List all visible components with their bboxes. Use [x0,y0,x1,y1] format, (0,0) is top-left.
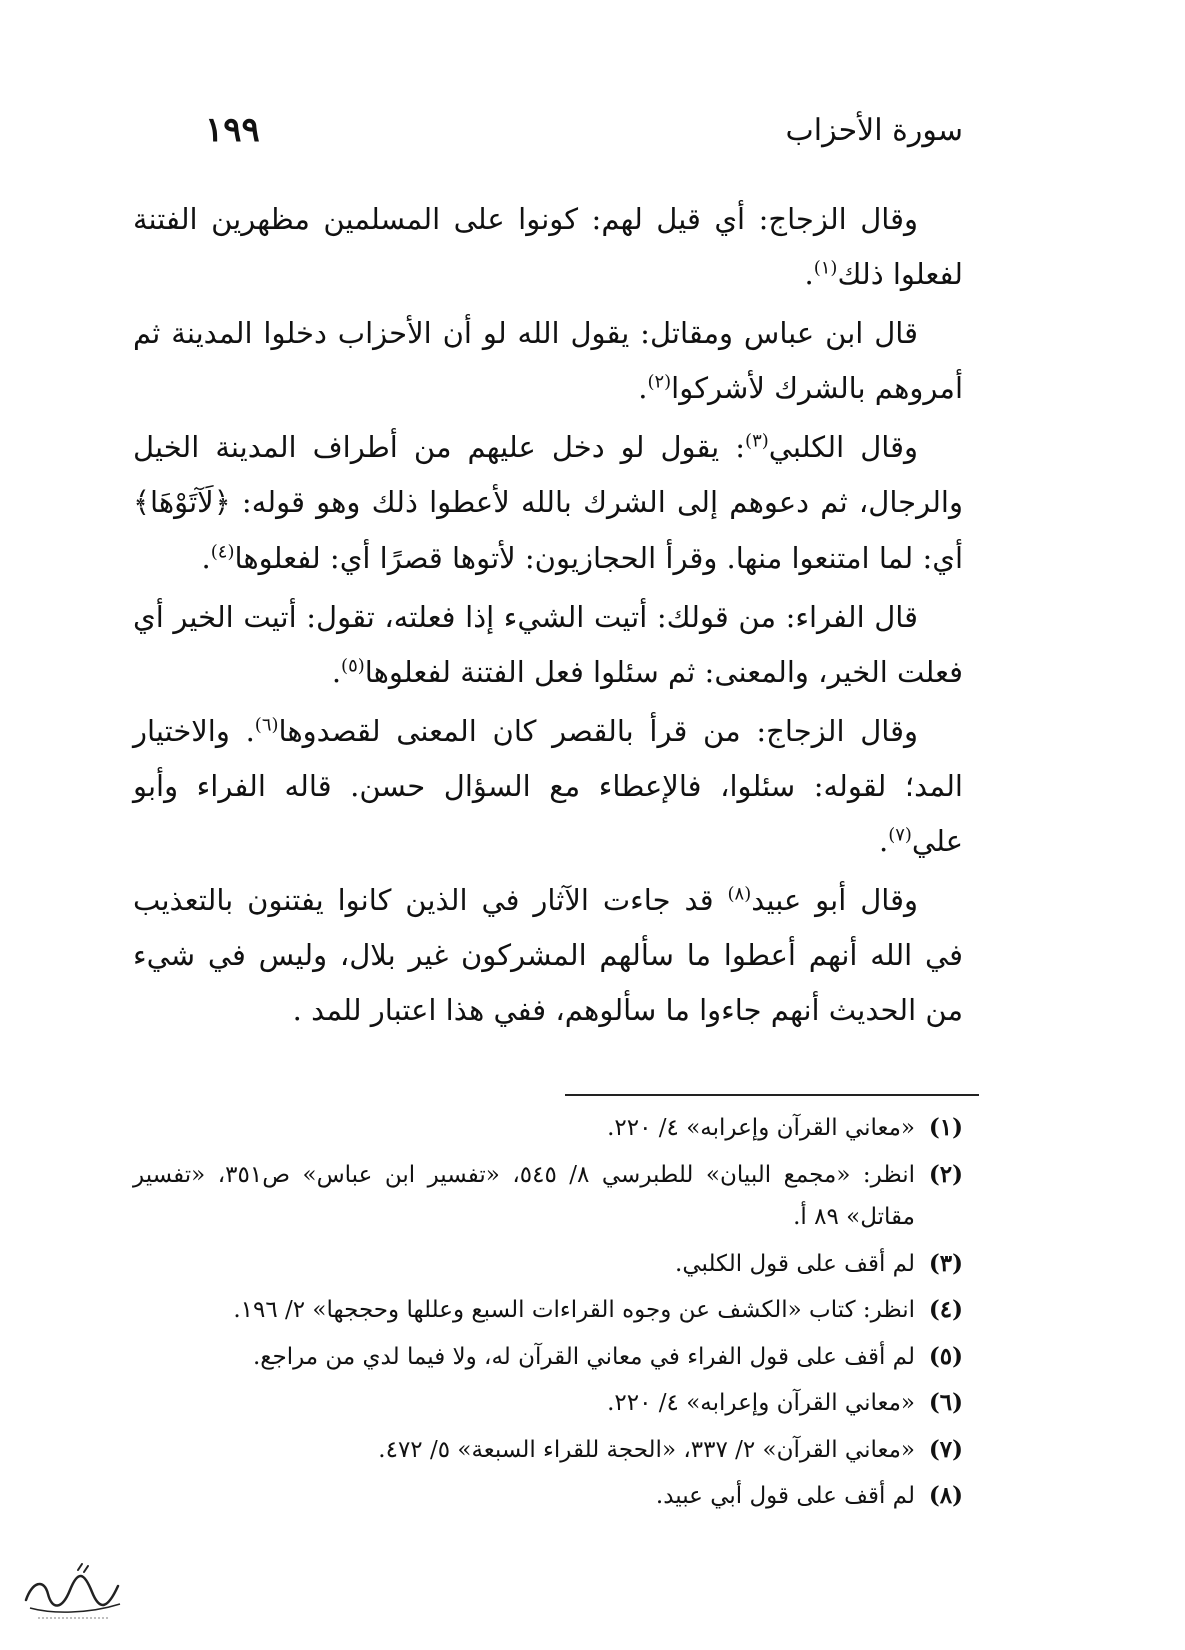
footnote-text: «معاني القرآن وإعرابه» ٤/ ٢٢٠. [607,1115,915,1141]
paragraph [133,873,963,1038]
footnote-item [133,1429,963,1472]
paragraph-text: وقال أبو عبيد [751,883,918,918]
paragraph-text: . [331,654,342,689]
footnote-text: انظر: «مجمع البيان» للطبرسي ٨/ ٥٤٥، «تفسير ابن عباس» ص٣٥١، «تفسير مقاتل» ٨٩ أ. [133,1161,915,1231]
footnote-divider [565,1094,979,1096]
footnote-number: (٧) [928,1435,963,1463]
paragraph-text: وقال الزجاج: من قرأ بالقصر كان المعنى لقصدوها [278,713,918,748]
main-text [133,192,963,1042]
footnote-text: «معاني القرآن وإعرابه» ٤/ ٢٢٠. [607,1390,915,1417]
footnote-text: انظر: كتاب «الكشف عن وجوه القراءات السبع وعللها وحججها» ٢/ ١٩٦. [233,1297,915,1324]
paragraph [133,590,963,700]
footnote-text: لم أقف على قول أبي عبيد. [655,1483,915,1510]
footnote-reference[interactable]: (٤) [210,540,235,562]
paragraph-text: قال الفراء: من قولك: أتيت الشيء إذا فعلته، تقول: أتيت الخير أي فعلت الخير، والمعنى: ثم سئلوا فعل الفتنة لفعلوها [133,599,963,689]
footnote-number: (٥) [928,1342,963,1370]
footnote-number: (٤) [928,1296,963,1324]
footnote-reference[interactable]: (٥) [341,655,365,677]
footnote-text: «معاني القرآن» ٢/ ٣٣٧، «الحجة للقراء السبعة» ٥/ ٤٧٢. [378,1436,915,1463]
surah-title: سورة الأحزاب [785,112,963,148]
footnote-reference[interactable]: (٦) [254,714,279,736]
paragraph [133,192,963,302]
footnote-number: (٨) [928,1482,963,1510]
footnote-number: (٣) [928,1249,963,1277]
footnote-item [133,1107,963,1150]
footnote-number: (٢) [928,1160,963,1188]
paragraph-text: وقال الكلبي [768,430,918,465]
footnote-item [133,1336,963,1379]
paragraph-text: . [638,371,648,406]
footnote-item [133,1243,963,1286]
footnote-number: (١) [928,1114,963,1141]
page-header [205,100,963,160]
publisher-watermark-logo [18,1560,128,1624]
paragraph [133,306,963,416]
footnote-reference[interactable]: (١) [813,257,838,279]
footnote-reference[interactable]: (٧) [888,824,912,846]
footnote-number: (٦) [928,1389,963,1417]
page-number: ١٩٩ [205,110,260,150]
footnote-item [133,1382,963,1425]
footnote-reference[interactable]: (٣) [745,430,769,452]
paragraph-text: قال ابن عباس ومقاتل: يقول الله لو أن الأحزاب دخلوا المدينة ثم أمروهم بالشرك لأشركوا [133,316,963,406]
footnote-text: لم أقف على قول الفراء في معاني القرآن له، ولا فيما لدي من مراجع. [252,1343,915,1370]
paragraph-text: : يقول لو دخل عليهم من أطراف المدينة الخيل والرجال، ثم دعوهم إلى الشرك بالله لأعطوا ذلك وهو قوله: ﴿لَآتَوْهَا﴾ أي: لما امتنعوا منها. وقرأ الحجازيون: لأتوها قصرًا أي: لفعلوها [133,430,963,575]
footnotes-list [133,1107,963,1522]
paragraph-text: . [878,824,889,859]
paragraph-text: . [804,257,814,292]
paragraph-text: قد جاءت الآثار في الذين كانوا يفتنون بالتعذيب في الله أنهم أعطوا ما سألهم المشركون غير بلال، وليس في شيء من الحديث أنهم جاءوا ما سألوهم، ففي هذا اعتبار للمد . [133,883,963,1028]
paragraph-text: . والاختيار المد؛ لقوله: سئلوا، فالإعطاء مع السؤال حسن. قاله الفراء وأبو علي [133,713,963,859]
paragraph-text: . [201,540,211,575]
footnote-text: لم أقف على قول الكلبي. [675,1250,915,1277]
footnote-reference[interactable]: (٢) [647,371,672,393]
footnote-item [133,1475,963,1518]
paragraph-text: وقال الزجاج: أي قيل لهم: كونوا على المسلمين مظهرين الفتنة لفعلوا ذلك [133,202,963,292]
footnote-reference[interactable]: (٨) [727,883,752,905]
footnote-item [133,1154,963,1239]
paragraph [133,704,963,869]
footnote-item [133,1289,963,1332]
paragraph [133,420,963,585]
